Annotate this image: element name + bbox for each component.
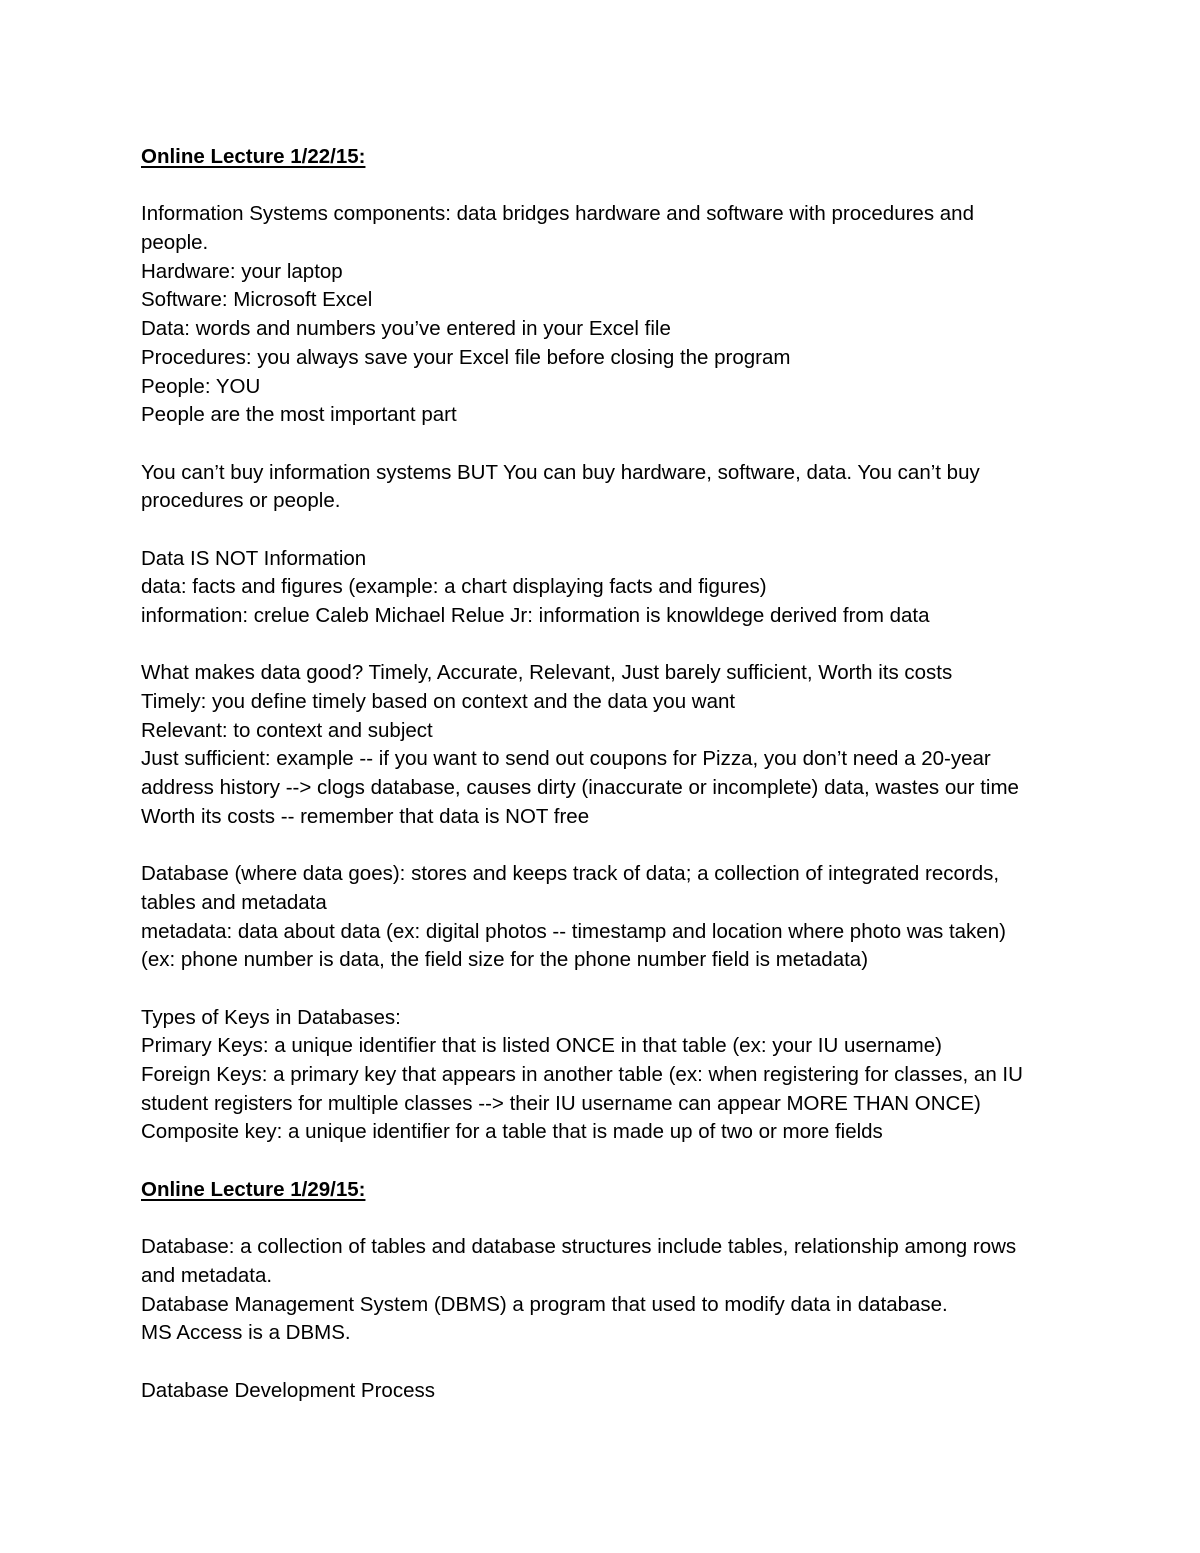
paragraph-line: Database: a collection of tables and database structures include tables, relationship among rows bbox=[141, 1235, 1017, 1259]
section-heading-lecture-1-22: Online Lecture 1/22/15: bbox=[141, 145, 366, 168]
paragraph-line: metadata: data about data (ex: digital photos -- timestamp and location where photo was taken) bbox=[141, 919, 1006, 943]
paragraph-line: People are the most important part bbox=[141, 403, 457, 427]
paragraph-line: Timely: you define timely based on context and the data you want bbox=[141, 690, 736, 714]
paragraph-line: procedures or people. bbox=[141, 489, 341, 513]
paragraph-line: student registers for multiple classes --> their IU username can appear MORE THAN ONCE) bbox=[141, 1091, 981, 1115]
blank-line bbox=[141, 832, 1071, 861]
paragraph-line: (ex: phone number is data, the field size for the phone number field is metadata) bbox=[141, 948, 869, 972]
paragraph-line: Software: Microsoft Excel bbox=[141, 288, 373, 312]
paragraph-line: Foreign Keys: a primary key that appears in another table (ex: when registering for classes, an IU bbox=[141, 1063, 1023, 1086]
blank-line bbox=[141, 1348, 1071, 1377]
paragraph-line: Types of Keys in Databases: bbox=[141, 1005, 401, 1029]
paragraph-line: Relevant: to context and subject bbox=[141, 718, 433, 742]
blank-line bbox=[141, 975, 1071, 1004]
blank-line bbox=[141, 631, 1071, 660]
paragraph-line: Composite key: a unique identifier for a table that is made up of two or more fields bbox=[141, 1120, 883, 1144]
paragraph-line: Data: words and numbers you’ve entered in your Excel file bbox=[141, 317, 671, 341]
paragraph-line: Primary Keys: a unique identifier that is listed ONCE in that table (ex: your IU username) bbox=[141, 1034, 942, 1058]
blank-line bbox=[141, 430, 1071, 459]
paragraph-line: Just sufficient: example -- if you want to send out coupons for Pizza, you don’t need a 20-year bbox=[141, 747, 991, 771]
paragraph-line: and metadata. bbox=[141, 1263, 273, 1287]
paragraph-line: tables and metadata bbox=[141, 890, 327, 914]
section-heading-lecture-1-29: Online Lecture 1/29/15: bbox=[141, 1177, 366, 1201]
paragraph-line: Hardware: your laptop bbox=[141, 259, 343, 283]
paragraph-line: information: crelue Caleb Michael Relue Jr: information is knowldege derived from data bbox=[141, 604, 930, 627]
paragraph-line: What makes data good? Timely, Accurate, Relevant, Just barely sufficient, Worth its costs bbox=[141, 661, 953, 685]
blank-line bbox=[141, 172, 1071, 201]
paragraph-line: Data IS NOT Information bbox=[141, 546, 367, 570]
paragraph-line: data: facts and figures (example: a chart displaying facts and figures) bbox=[141, 575, 767, 599]
paragraph-line: MS Access is a DBMS. bbox=[141, 1321, 351, 1345]
paragraph-line: Database Development Process bbox=[141, 1378, 435, 1402]
paragraph-line: People: YOU bbox=[141, 374, 261, 398]
paragraph-line: people. bbox=[141, 231, 209, 255]
paragraph-line: You can’t buy information systems BUT You can buy hardware, software, data. You can’t buy bbox=[141, 460, 980, 484]
paragraph-line: address history --> clogs database, causes dirty (inaccurate or incomplete) data, wastes our time bbox=[141, 776, 1019, 800]
paragraph-line: Procedures: you always save your Excel file before closing the program bbox=[141, 345, 791, 369]
blank-line bbox=[141, 516, 1071, 545]
paragraph-line: Database Management System (DBMS) a program that used to modify data in database. bbox=[141, 1292, 948, 1316]
document-body bbox=[141, 143, 1071, 1405]
paragraph-line: Database (where data goes): stores and keeps track of data; a collection of integrated records, bbox=[141, 862, 1000, 886]
blank-line bbox=[141, 1204, 1071, 1233]
blank-line bbox=[141, 1147, 1071, 1176]
paragraph-line: Information Systems components: data bridges hardware and software with procedures and bbox=[141, 202, 974, 226]
paragraph-line: Worth its costs -- remember that data is NOT free bbox=[141, 804, 590, 828]
